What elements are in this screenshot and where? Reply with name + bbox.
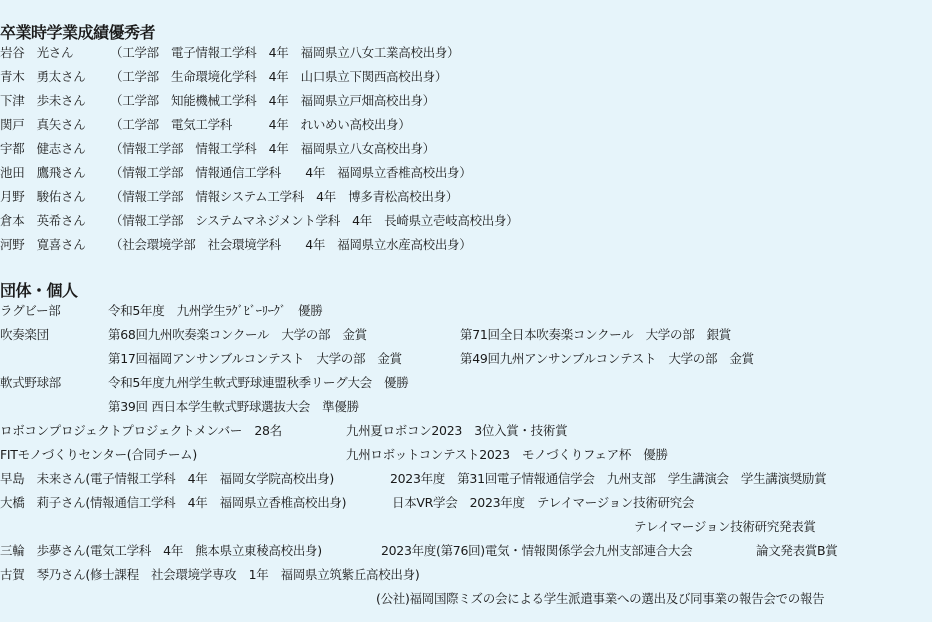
graduate-detail: （工学部 知能機械工学科 4年 福岡県立戸畑高校出身） <box>110 93 435 108</box>
graduate-name: 岩谷 光さん <box>0 45 74 60</box>
graduate-detail: （工学部 生命環境化学科 4年 山口県立下関西高校出身） <box>110 69 448 84</box>
graduate-name: 宇都 健志さん <box>0 141 86 156</box>
robocon-award: 九州夏ロボコン2023 3位入賞・技術賞 <box>346 423 568 438</box>
wind-label: 吹奏楽団 <box>0 327 49 342</box>
graduates-heading: 卒業時学業成績優秀者 <box>0 23 156 42</box>
wind-award: 第49回九州アンサンブルコンテスト 大学の部 金賞 <box>460 351 754 366</box>
graduate-name: 青木 勇太さん <box>0 69 86 84</box>
miwa-award: 2023年度(第76回)電気・情報関係学会九州支部連合大会 <box>381 543 693 558</box>
graduate-detail: （情報工学部 情報システム工学科 4年 博多青松高校出身） <box>110 189 459 204</box>
baseball-award: 令和5年度九州学生軟式野球連盟秋季リーグ大会 優勝 <box>108 375 409 390</box>
graduate-name: 月野 駿佑さん <box>0 189 86 204</box>
ohashi-award: テレイマージョン技術研究発表賞 <box>634 519 816 534</box>
miwa-label: 三輪 歩夢さん(電気工学科 4年 熊本県立東稜高校出身) <box>0 543 322 558</box>
graduate-detail: （工学部 電子情報工学科 4年 福岡県立八女工業高校出身） <box>110 45 460 60</box>
graduate-name: 下津 歩未さん <box>0 93 86 108</box>
rugby-label: ラグビー部 <box>0 303 61 318</box>
fit-label: FITモノづくりセンター(合同チーム) <box>0 447 197 462</box>
graduate-name: 河野 寛喜さん <box>0 237 86 252</box>
hayashima-award: 2023年度 第31回電子情報通信学会 九州支部 学生講演会 学生講演奨励賞 <box>390 471 827 486</box>
wind-award: 第71回全日本吹奏楽コンクール 大学の部 銀賞 <box>460 327 732 342</box>
koga-award: (公社)福岡国際ミズの会による学生派遣事業への選出及び同事業の報告会での報告 <box>376 591 825 606</box>
graduate-name: 倉本 英希さん <box>0 213 86 228</box>
fit-award: 九州ロボットコンテスト2023 モノづくりフェア杯 優勝 <box>346 447 668 462</box>
ohashi-award: 日本VR学会 2023年度 テレイマージョン技術研究会 <box>392 495 695 510</box>
wind-award: 第17回福岡アンサンブルコンテスト 大学の部 金賞 <box>108 351 402 366</box>
koga-label: 古賀 琴乃さん(修士課程 社会環境学専攻 1年 福岡県立筑紫丘高校出身) <box>0 567 420 582</box>
rugby-award: 令和5年度 九州学生ﾗｸﾞﾋﾞｰﾘｰｸﾞ 優勝 <box>108 303 323 318</box>
miwa-award: 論文発表賞B賞 <box>756 543 838 558</box>
wind-award: 第68回九州吹奏楽コンクール 大学の部 金賞 <box>108 327 367 342</box>
groups-heading: 団体・個人 <box>0 281 78 300</box>
graduate-name: 関戸 真矢さん <box>0 117 86 132</box>
graduate-detail: （工学部 電気工学科 4年 れいめい高校出身） <box>110 117 411 132</box>
graduate-detail: （情報工学部 システムマネジメント学科 4年 長崎県立壱岐高校出身） <box>110 213 519 228</box>
graduate-detail: （社会環境学部 社会環境学科 4年 福岡県立水産高校出身） <box>110 237 472 252</box>
graduate-detail: （情報工学部 情報通信工学科 4年 福岡県立香椎高校出身） <box>110 165 472 180</box>
ohashi-label: 大橋 莉子さん(情報通信工学科 4年 福岡県立香椎高校出身) <box>0 495 347 510</box>
robocon-label: ロボコンプロジェクトプロジェクトメンバー 28名 <box>0 423 282 438</box>
hayashima-label: 早島 未来さん(電子情報工学科 4年 福岡女学院高校出身) <box>0 471 335 486</box>
graduate-detail: （情報工学部 情報工学科 4年 福岡県立八女高校出身） <box>110 141 435 156</box>
graduate-name: 池田 鷹飛さん <box>0 165 86 180</box>
baseball-award: 第39回 西日本学生軟式野球選抜大会 準優勝 <box>108 399 359 414</box>
baseball-label: 軟式野球部 <box>0 375 62 390</box>
